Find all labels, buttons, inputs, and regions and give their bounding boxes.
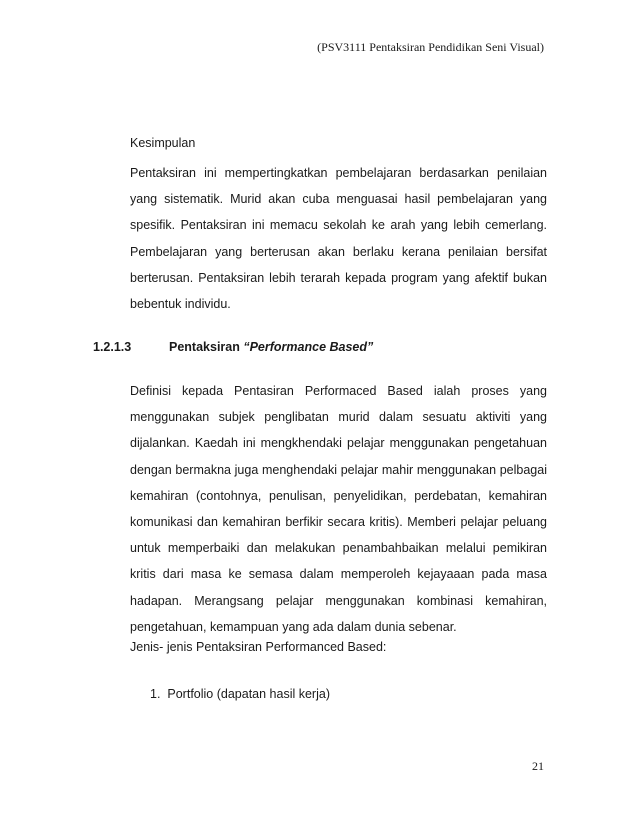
list-item-text: Portfolio (dapatan hasil kerja) — [167, 687, 330, 701]
page-header: (PSV3111 Pentaksiran Pendidikan Seni Visual) — [317, 40, 544, 54]
section-number: 1.2.1.3 — [93, 340, 132, 354]
definisi-paragraph: Definisi kepada Pentasiran Performaced Based ialah proses yang menggunakan subjek penglibatan murid dalam sesuatu aktiviti yang dijalankan. Kaedah ini mengkhendaki pelajar menggunakan pengetahuan dengan bermakna juga menghendaki pelajar mahir menggunakan pelbagai kemahiran (contohnya, penulisan, penyelidikan, perdebatan, kemahiran komunikasi dan kemahiran berfikir secara kritis). Memberi pelajar peluang untuk memperbaiki dan melakukan penambahbaikan melalui pemikiran kritis dari masa ke semasa dalam memperoleh kejayaaan pada masa hadapan. Merangsang pelajar menggunakan kombinasi kemahiran, pengetahuan, kemampuan yang ada dalam dunia sebenar. — [130, 384, 547, 634]
section-title-italic: “Performance Based” — [243, 340, 374, 354]
list-item — [150, 687, 330, 701]
kesimpulan-paragraph: Pentaksiran ini mempertingkatkan pembelajaran berdasarkan penilaian yang sistematik. Murid akan cuba menguasai hasil pembelajaran yang spesifik. Pentaksiran ini memacu sekolah ke arah yang lebih cemerlang. Pembelajaran yang berterusan akan berlaku kerana penilaian bersifat berterusan. Pentaksiran lebih terarah kepada program yang afektif bukan bebentuk individu. — [130, 166, 547, 312]
kesimpulan-heading: Kesimpulan — [130, 136, 196, 150]
section-title-prefix: Pentaksiran — [169, 340, 244, 354]
jenis-heading: Jenis- jenis Pentaksiran Performanced Based: — [130, 640, 387, 654]
list-item-number: 1. — [150, 687, 161, 701]
section-heading — [93, 340, 373, 354]
page-number: 21 — [532, 759, 544, 773]
